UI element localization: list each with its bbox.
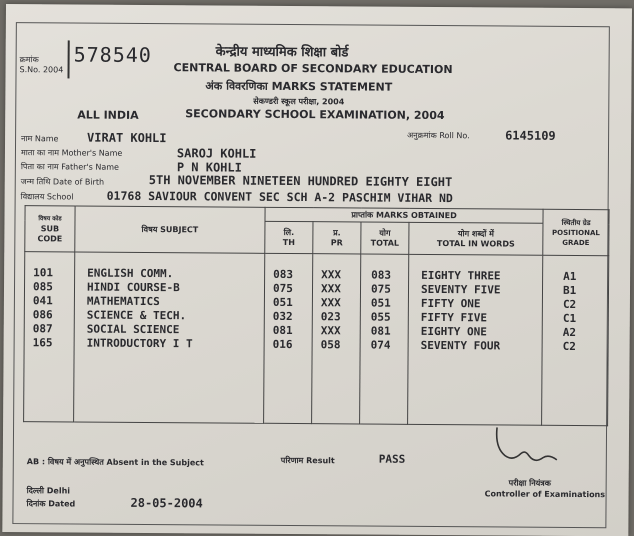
result-label: परिणाम Result [280, 455, 335, 466]
code-header: विषय कोड SUB CODE [25, 206, 75, 252]
grade-header: स्थितीय ग्रेड POSITIONAL GRADE [543, 209, 609, 255]
name-label: नाम Name [21, 134, 59, 144]
theory-marks: 075 [272, 281, 293, 296]
roll-number: 6145109 [505, 128, 556, 143]
total-marks: 074 [370, 338, 391, 352]
practical-marks: XXX [321, 268, 342, 282]
controller-title: Controller of Examinations [484, 489, 606, 500]
issue-date: 28-05-2004 [130, 495, 203, 511]
subject-code: 041 [32, 294, 53, 308]
controller-hindi: परीक्षा नियंत्रक [508, 478, 551, 488]
dob-label: जन्म तिथि Date of Birth [20, 177, 105, 187]
subject-name: INTRODUCTORY I T [86, 336, 193, 351]
total-header: योग TOTAL [361, 222, 409, 254]
total-marks: 081 [370, 324, 391, 338]
theory-marks: 016 [272, 337, 293, 352]
positional-grade: C2 [562, 339, 576, 353]
mother-label: माता का नाम Mother's Name [20, 148, 123, 158]
serial-divider [67, 40, 69, 78]
positional-grade: B1 [563, 283, 577, 297]
marks-obtained-header: प्राप्तांक MARKS OBTAINED [265, 207, 543, 223]
subject-code: 101 [33, 266, 54, 280]
subject-code: 165 [32, 336, 53, 350]
practical-marks: XXX [320, 324, 341, 338]
table-body-row [24, 252, 609, 426]
positional-grade: A2 [562, 325, 577, 339]
school-label: विद्यालय School [20, 192, 74, 202]
subject-name: ENGLISH COMM. [87, 266, 174, 281]
total-marks: 075 [370, 282, 391, 296]
total-column [360, 254, 409, 424]
theory-marks: 083 [273, 267, 294, 282]
dated-label: दिनांक Dated [26, 499, 76, 509]
theory-marks: 051 [272, 295, 293, 310]
total-in-words: EIGHTY THREE [421, 268, 501, 283]
student-name: VIRAT KOHLI [87, 130, 167, 146]
serial-label: क्रमांक [19, 55, 39, 65]
subject-name: MATHEMATICS [86, 294, 160, 309]
theory-marks: 081 [272, 323, 293, 338]
date-of-birth: 5TH NOVEMBER NINETEEN HUNDRED EIGHTY EIGHT [148, 173, 453, 190]
controller-signature [491, 425, 571, 476]
subject-name: SOCIAL SCIENCE [86, 322, 180, 337]
practical-marks: 023 [320, 310, 341, 324]
serial-number: 578540 [73, 42, 152, 68]
positional-grade: C1 [562, 311, 577, 325]
statement-title: अंक विवरणिका MARKS STATEMENT [205, 79, 393, 94]
total-in-words: FIFTY FIVE [420, 310, 488, 325]
father-name: P N KOHLI [176, 160, 242, 175]
board-name-hindi: केन्द्रीय माध्यमिक शिक्षा बोर्ड [215, 44, 349, 61]
exam-name-hindi: सेकण्डरी स्कूल परीक्षा, 2004 [253, 96, 345, 107]
total-marks: 051 [370, 296, 391, 310]
positional-grade: A1 [563, 269, 577, 283]
subject-name: HINDI COURSE-B [86, 280, 180, 295]
words-column [408, 254, 543, 425]
practical-column [312, 254, 361, 424]
board-name: CENTRAL BOARD OF SECONDARY EDUCATION [173, 61, 453, 77]
pr-header: प्र. PR [313, 222, 361, 254]
place: दिल्ली Delhi [26, 486, 71, 496]
theory-marks: 032 [272, 309, 293, 324]
roll-label: अनुक्रमांक Roll No. [407, 130, 470, 141]
theory-column [264, 253, 313, 423]
school-name: 01768 SAVIOUR CONVENT SEC SCH A-2 PASCHIM VIHAR ND [106, 188, 453, 206]
grade-column [542, 255, 609, 425]
practical-marks: 058 [320, 338, 341, 352]
total-marks: 055 [370, 310, 391, 324]
positional-grade: C2 [562, 297, 577, 311]
father-label: पिता का नाम Father's Name [20, 162, 119, 172]
marks-statement [2, 4, 632, 536]
total-in-words: SEVENTY FIVE [420, 282, 501, 297]
words-header: योग शब्दों में TOTAL IN WORDS [409, 222, 543, 255]
subject-code: 087 [32, 322, 53, 336]
mother-name: SAROJ KOHLI [176, 146, 257, 161]
subject-code: 085 [32, 280, 53, 294]
subject-code: 086 [32, 308, 53, 322]
result-value: PASS [378, 452, 406, 466]
marks-table [23, 205, 610, 426]
total-marks: 083 [371, 268, 392, 282]
subject-header: विषय SUBJECT [75, 206, 265, 253]
absent-note: AB : विषय में अनुपस्थित Absent in the Subject [26, 457, 204, 468]
total-in-words: SEVENTY FOUR [420, 338, 501, 353]
total-in-words: FIFTY ONE [420, 296, 481, 311]
practical-marks: XXX [320, 282, 341, 296]
total-in-words: EIGHTY ONE [420, 324, 488, 339]
subject-column [74, 252, 265, 423]
subject-name: SCIENCE & TECH. [86, 308, 187, 323]
th-header: लि. TH [265, 221, 313, 253]
practical-marks: XXX [320, 296, 341, 310]
region: ALL INDIA [77, 108, 139, 122]
code-column [24, 252, 75, 422]
exam-name: SECONDARY SCHOOL EXAMINATION, 2004 [185, 107, 445, 123]
serial-label-en: S.No. 2004 [19, 65, 64, 75]
